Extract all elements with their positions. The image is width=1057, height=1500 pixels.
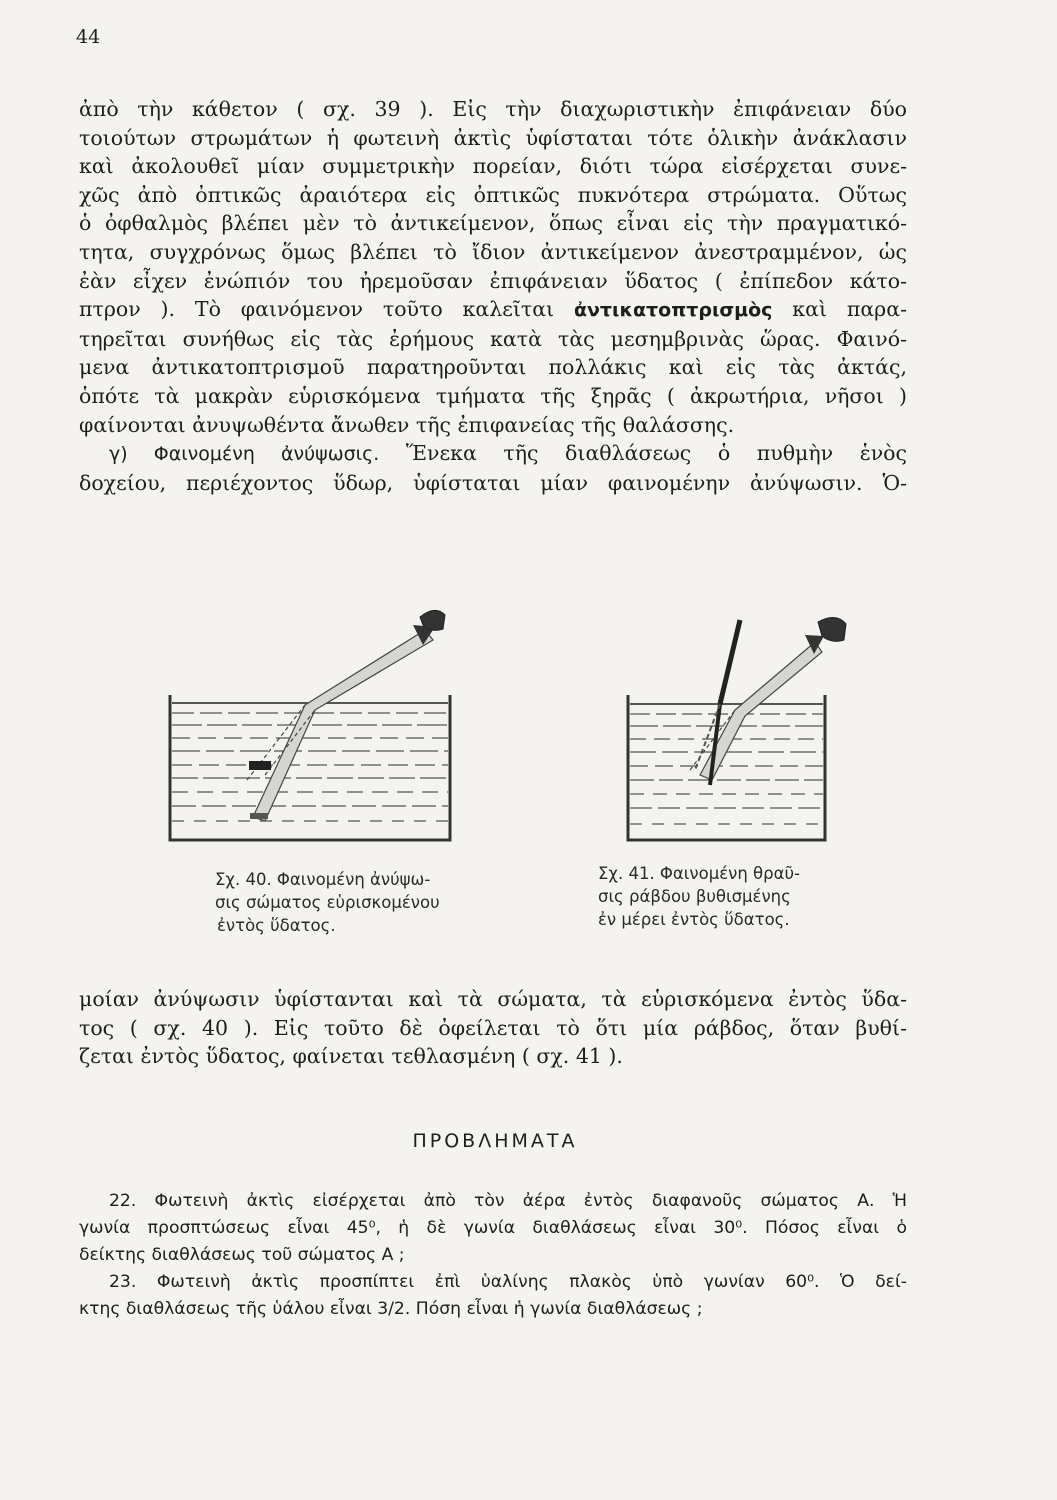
text-fragment: καὶ παρα- [772, 297, 907, 322]
apparent-object [250, 813, 268, 819]
text-line: ἀπὸ τὴν κάθετον ( σχ. 39 ). Εἰς τὴν διαχωριστικὴν ἐπιφάνειαν δύο [79, 97, 907, 121]
problem-22-line: δείκτης διαθλάσεως τοῦ σώματος Α ; [79, 1245, 405, 1265]
figure-41-diagram [610, 600, 890, 850]
text-line: ὁπότε τὰ μακρὰν εὑρισκόμενα τμήματα τῆς ξηρᾶς ( ἀκρωτήρια, νῆσοι ) [79, 383, 907, 408]
page-number: 44 [76, 26, 101, 48]
problem-22-line: γωνία προσπτώσεως εἶναι 45⁰, ἡ δὲ γωνία διαθλάσεως εἶναι 30⁰. Πόσος εἶναι ὁ [79, 1218, 907, 1238]
bold-term-mirage: ἀντικατοπτρισμὸς [573, 299, 773, 322]
figure-40-caption [215, 868, 440, 937]
caption-line: Σχ. 40. Φαινομένη ἀνύψω- [215, 870, 431, 889]
caption-line: ἐν μέρει ἐντὸς ὕδατος. [598, 910, 790, 929]
figure-41-caption [598, 862, 800, 931]
container-vessel [628, 695, 825, 840]
text-line: χῶς ἀπὸ ὀπτικῶς ἀραιότερα εἰς ὀπτικῶς πυκνότερα στρώματα. Οὕτως [79, 182, 907, 207]
problem-23-line: κτης διαθλάσεως τῆς ὑάλου εἶναι 3/2. Πόση εἶναι ἡ γωνία διαθλάσεως ; [79, 1299, 703, 1319]
text-fragment: πτρον ). Τὸ φαινόμενον τοῦτο καλεῖται [79, 297, 574, 322]
problems-list [79, 1188, 907, 1323]
rod-above-water [720, 620, 740, 704]
problem-22-line: 22. Φωτεινὴ ἀκτὶς εἰσέρχεται ἀπὸ τὸν ἀέρα ἐντὸς διαφανοῦς σώματος Α. Ἡ [109, 1191, 907, 1211]
text-line: δοχείου, περιέχοντος ὕδωρ, ὑφίσταται μίαν φαινομένην ἀνύψωσιν. Ὁ- [79, 470, 907, 495]
text-line: φαίνονται ἀνυψωθέντα ἄνωθεν τῆς ἐπιφανείας τῆς θαλάσσης. [79, 412, 735, 437]
text-line: τος ( σχ. 40 ). Εἰς τοῦτο δὲ ὀφείλεται τὸ ὅτι μία ράβδος, ὅταν βυθί- [79, 1015, 907, 1040]
text-line: τηρεῖται συνήθως εἰς τὰς ἐρήμους κατὰ τὰς μεσημβρινὰς ὥρας. Φαινό- [79, 326, 907, 351]
text-line: τητα, συγχρόνως ὅμως βλέπει τὸ ἴδιον ἀντικείμενον ἀνεστραμμένον, ὡς [79, 239, 907, 264]
subsection-heading-line [79, 439, 907, 469]
text-line: ἐὰν εἶχεν ἐνώπιόν του ἠρεμοῦσαν ἐπιφάνειαν ὕδατος ( ἐπίπεδον κάτο- [79, 268, 907, 293]
caption-line: σις σώματος εὑρισκομένου [215, 893, 440, 912]
text-line: μενα ἀντικατοπτρισμοῦ παρατηροῦνται πολλάκις καὶ εἰς τὰς ἀκτάς, [79, 355, 907, 380]
text-line: μοίαν ἀνύψωσιν ὑφίστανται καὶ τὰ σώματα, τὰ εὑρισκόμενα ἐντὸς ὕδα- [79, 987, 907, 1011]
water-lines [630, 704, 823, 824]
submerged-object [249, 761, 271, 770]
text-line-with-term [79, 295, 907, 325]
text-fragment: Ἕνεκα τῆς διαθλάσεως ὁ πυθμὴν ἑνὸς [379, 441, 907, 466]
caption-line: ἐντὸς ὕδατος. [217, 916, 336, 935]
text-line: τοιούτων στρωμάτων ἡ φωτεινὴ ἀκτὶς ὑφίσταται τότε ὁλικὴν ἀνάκλασιν [79, 125, 907, 150]
light-rays [690, 642, 822, 780]
subsection-heading: γ) Φαινομένη ἀνύψωσις. [109, 443, 380, 466]
text-line: ὁ ὀφθαλμὸς βλέπει μὲν τὸ ἀντικείμενον, ὅπως εἶναι εἰς τὴν πραγματικό- [79, 211, 907, 236]
body-paragraph-elevation [79, 985, 907, 1071]
text-line: καὶ ἀκολουθεῖ μίαν συμμετρικὴν πορείαν, διότι τώρα εἰσέρχεται συνε- [79, 154, 907, 179]
section-title-problems: ΠΡΟΒΛΗΜΑΤΑ [412, 1130, 578, 1152]
text-line: ζεται ἐντὸς ὕδατος, φαίνεται τεθλασμένη ( σχ. 41 ). [79, 1044, 623, 1069]
problem-23-line: 23. Φωτεινὴ ἀκτὶς προσπίπτει ἐπὶ ὑαλίνης πλακὸς ὑπὸ γωνίαν 60⁰. Ὁ δεί- [109, 1272, 907, 1292]
figure-40-diagram [155, 585, 495, 850]
body-paragraph-mirage [79, 95, 907, 497]
caption-line: Σχ. 41. Φαινομένη θραῦ- [598, 864, 800, 883]
caption-line: σις ράβδου βυθισμένης [598, 887, 791, 906]
